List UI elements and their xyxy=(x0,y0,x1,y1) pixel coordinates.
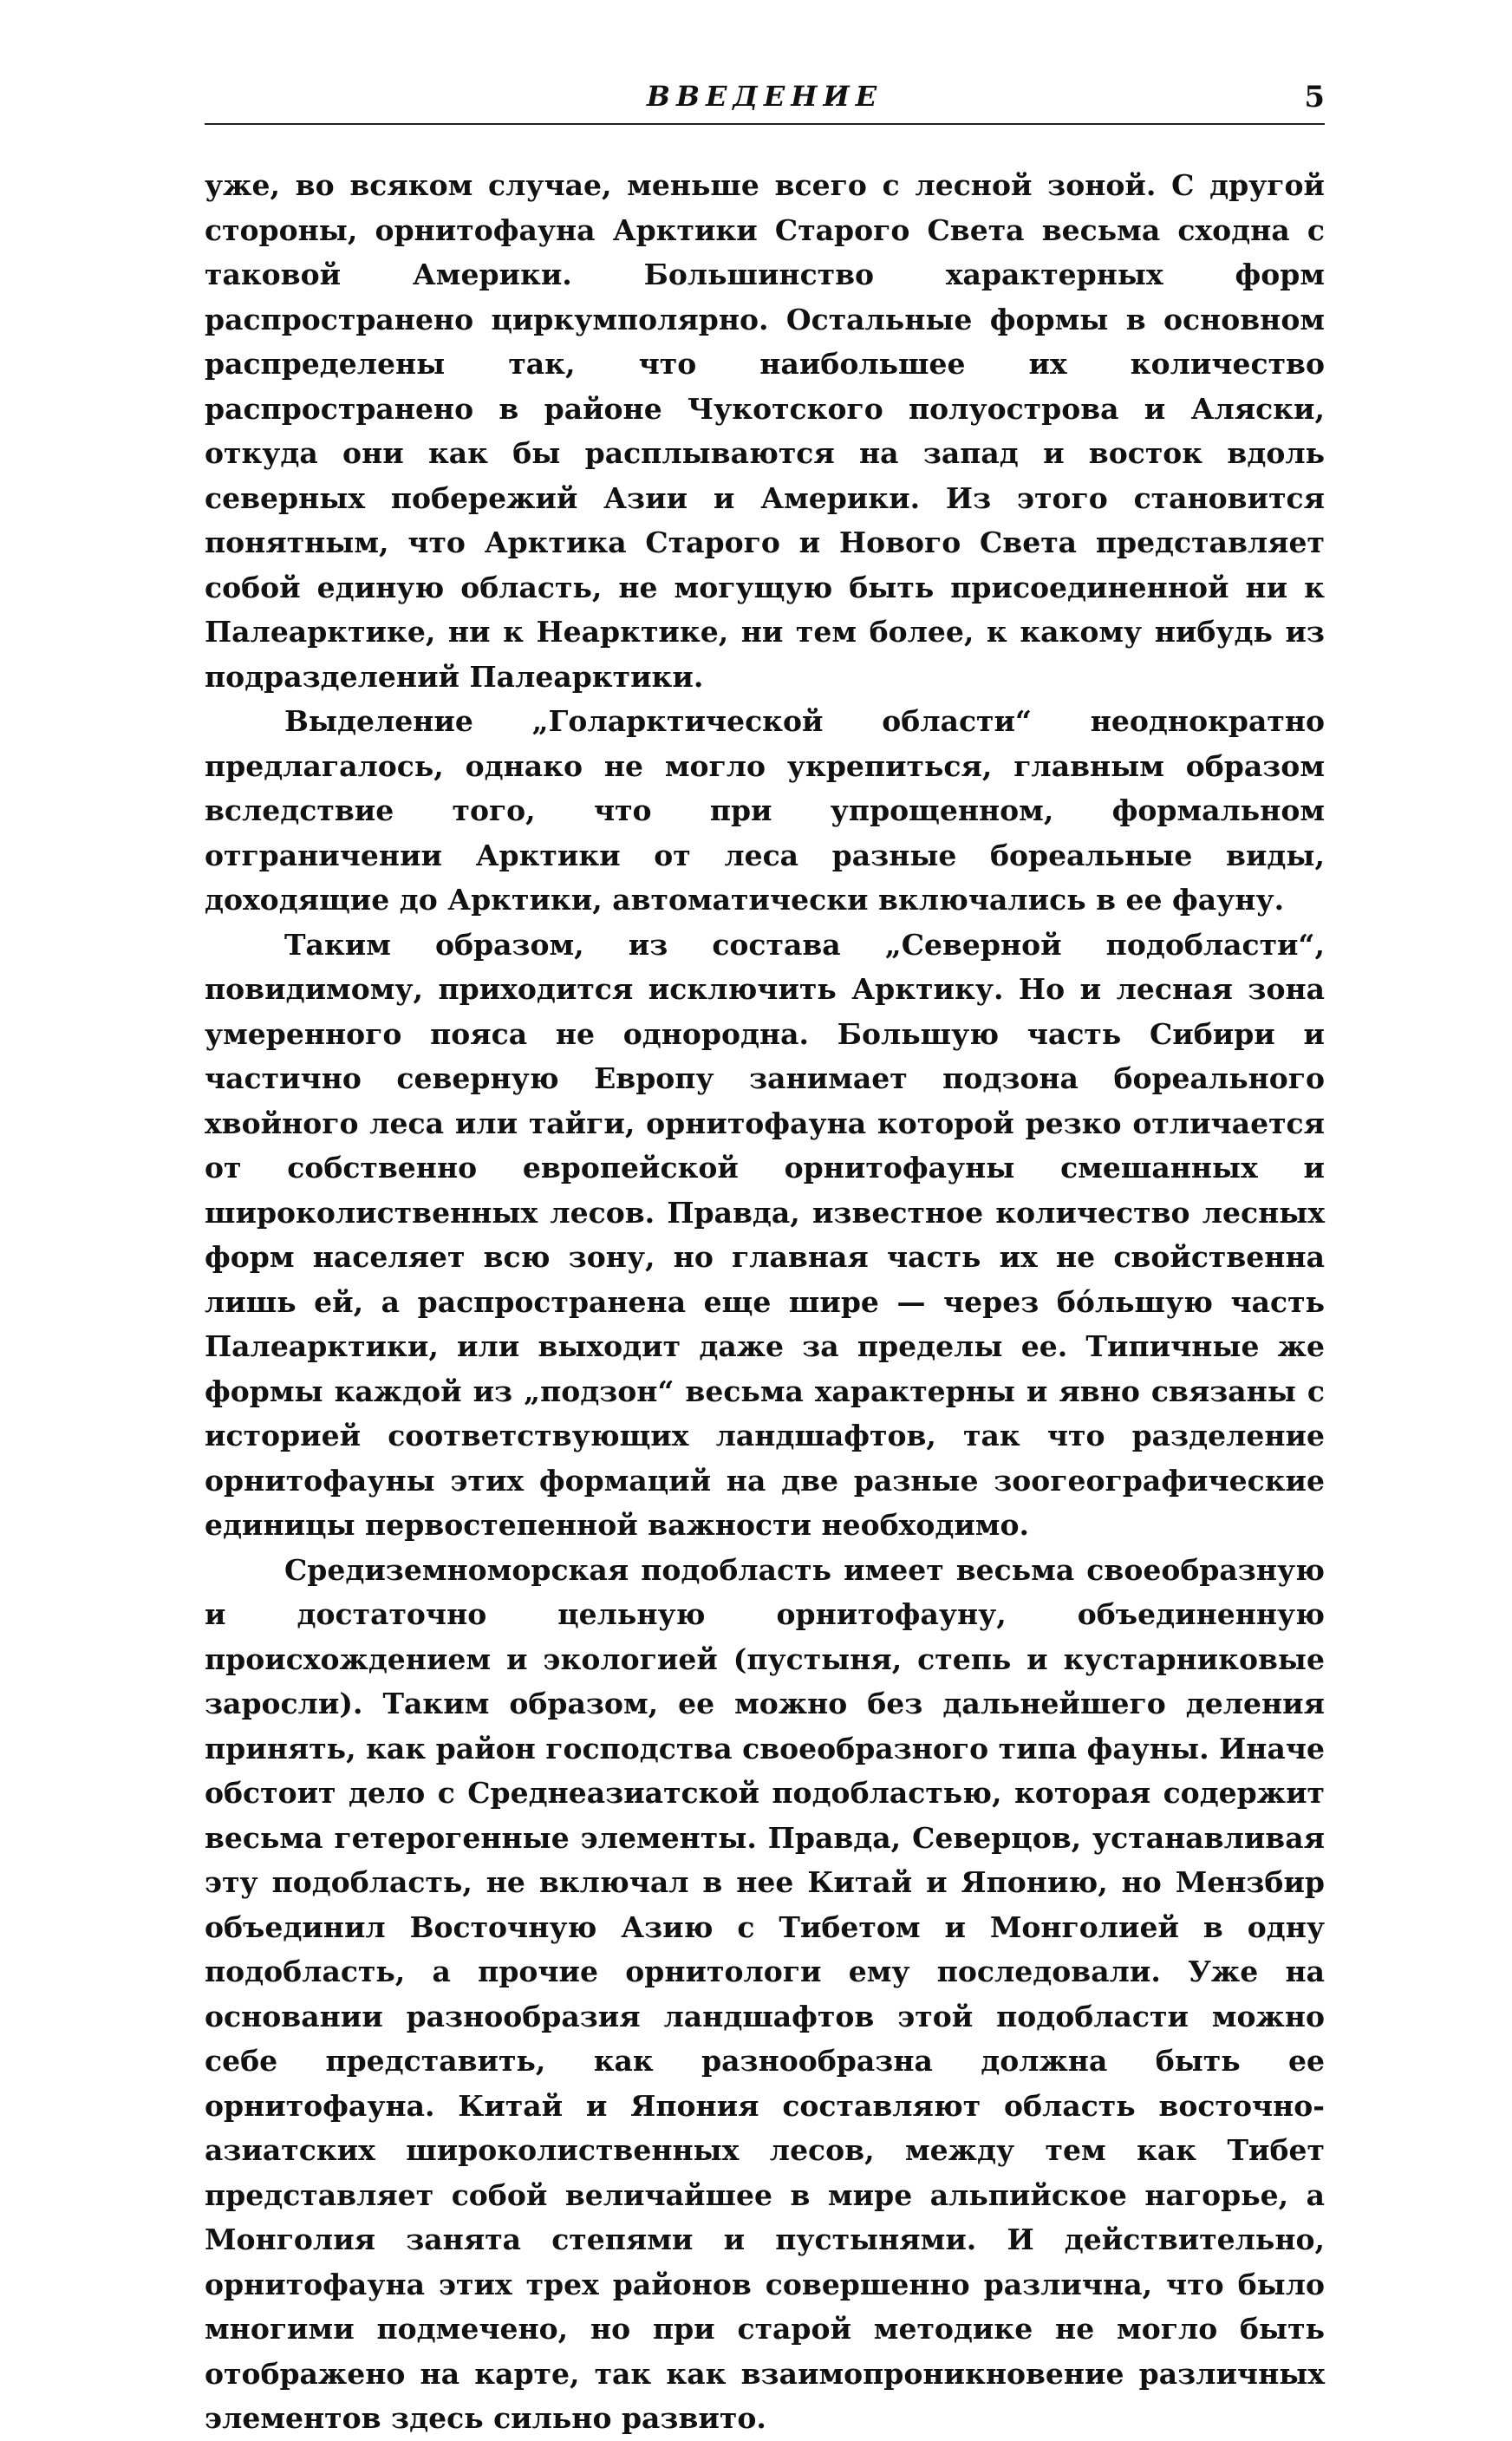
body-text xyxy=(205,163,1325,2441)
page-number: 5 xyxy=(1304,80,1325,114)
paragraph-1: уже, во всяком случае, меньше всего с лесной зоной. С другой стороны, орнитофауна Арктики Старого Света весьма сходна с таковой Америки. Большинство характерных форм распространено циркумполярно. Остальные формы в основном распределены так, что наибольшее их количество распространено в районе Чукотского полуострова и Аляски, откуда они как бы расплываются на запад и восток вдоль северных побережий Азии и Америки. Из этого становится понятным, что Арктика Старого и Нового Света представляет собой единую область, не могущую быть присоединенной ни к Палеарктике, ни к Неарктике, ни тем более, к какому нибудь из подразделений Палеарктики. xyxy=(205,168,1325,694)
running-head xyxy=(205,78,1325,127)
header-rule xyxy=(205,123,1325,125)
book-page xyxy=(205,78,1325,2441)
chapter-title: ВВЕДЕНИЕ xyxy=(646,80,883,113)
paragraph-4: Средиземноморская подобласть имеет весьма своеобразную и достаточно цельную орнитофауну, объединенную происхождением и экологией (пустыня, степь и кустарниковые заросли). Таким образом, ее можно без дальнейшего деления принять, как район господства своеобразного типа фауны. Иначе обстоит дело с Среднеазиатской подобластью, которая содержит весьма гетерогенные элементы. Правда, Северцов, устанавливая эту подобласть, не включал в нее Китай и Японию, но Мензбир объединил Восточную Азию с Тибетом и Монголией в одну подобласть, а прочие орнитологи ему последовали. Уже на основании разнообразия ландшафтов этой подобласти можно себе представить, как разнообразна должна быть ее орнитофауна. Китай и Япония составляют область восточно-азиатских широколиственных лесов, между тем как Тибет представляет собой величайшее в мире альпийское нагорье, а Монголия занята степями и пустынями. И действительно, орнитофауна этих трех районов совершенно различна, что было многими подмечено, но при старой методике не могло быть отображено на карте, так как взаимопроникновение различных элементов здесь сильно развито. xyxy=(205,1552,1325,2435)
paragraph-3: Таким образом, из состава „Северной подобласти“, повидимому, приходится исключить Арктику. Но и лесная зона умеренного пояса не однородна. Большую часть Сибири и частично северную Европу занимает подзона бореального хвойного леса или тайги, орнитофауна которой резко отличается от собственно европейской орнитофауны смешанных и широколиственных лесов. Правда, известное количество лесных форм населяет всю зону, но главная часть их не свойственна лишь ей, а распространена еще шире — через бóльшую часть Палеарктики, или выходит даже за пределы ее. Типичные же формы каждой из „подзон“ весьма характерны и явно связаны с историей соответствующих ландшафтов, так что разделение орнитофауны этих формаций на две разные зоогеографические единицы первостепенной важности необходимо. xyxy=(205,927,1325,1542)
paragraph-2: Выделение „Голарктической области“ неоднократно предлагалось, однако не могло укрепиться, главным образом вследствие того, что при упрощенном, формальном отграничении Арктики от леса разные бореальные виды, доходящие до Арктики, автоматически включались в ее фауну. xyxy=(205,704,1325,917)
